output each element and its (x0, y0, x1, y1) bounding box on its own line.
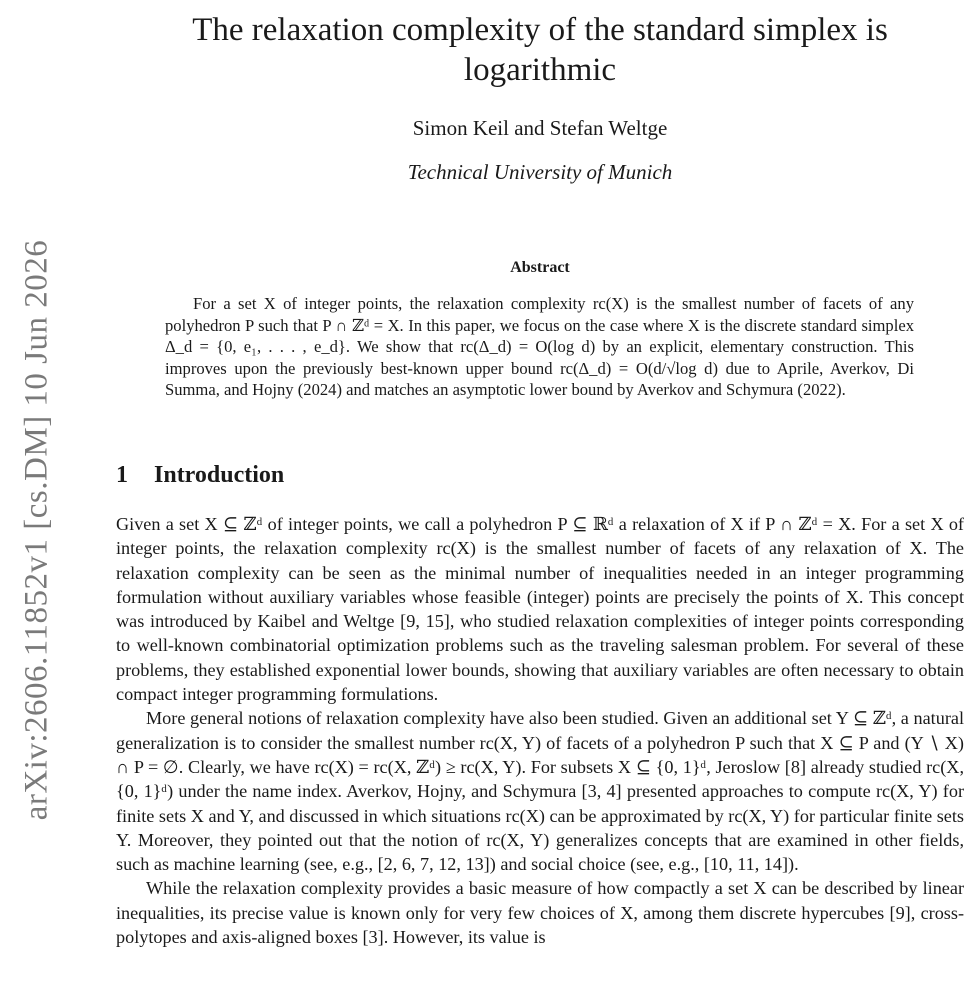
section-number: 1 (116, 462, 128, 488)
arxiv-sidebar (12, 205, 62, 855)
body-paragraph: While the relaxation complexity provides a basic measure of how compactly a set X can be described by linear inequalities, its precise value is known only for very few choices of X, among them discrete hypercubes [9], cross-polytopes and axis-aligned boxes [3]. However, its value is (116, 878, 964, 948)
section-title: Introduction (154, 462, 285, 488)
paper-affiliation: Technical University of Munich (407, 160, 673, 184)
abstract-text: For a set X of integer points, the relaxation complexity rc(X) is the smallest number of facets of any polyhedron P such that P ∩ ℤᵈ = X. In this paper, we focus on the case where X is the discrete standard simplex Δ_d = {0, e₁, . . . , e_d}. We show that rc(Δ_d) = O(log d) by an explicit, elementary construction. This improves upon the previously best-known upper bound rc(Δ_d) = O(d/√log d) due to Aprile, Averkov, Di Summa, and Hojny (2024) and matches an asymptotic lower bound by Averkov and Schymura (2022). (165, 294, 914, 399)
body-paragraph: Given a set X ⊆ ℤᵈ of integer points, we call a polyhedron P ⊆ ℝᵈ a relaxation of X if P ∩ ℤᵈ = X. For a set X of integer points, the relaxation complexity rc(X) is the smallest number of facets of any relaxation of X. The relaxation complexity can be seen as the minimal number of inequalities needed in an integer programming formulation without auxiliary variables whose feasible (integer) points are precisely the points of X. This concept was introduced by Kaibel and Weltge [9, 15], who studied relaxation complexities of integer points corresponding to well-known combinatorial optimization problems such as the traveling salesman problem. For several of these problems, they established exponential lower bounds, showing that auxiliary variables are often necessary to obtain compact integer programming formulations. (116, 514, 964, 705)
abstract-heading: Abstract (510, 259, 570, 276)
paper-title: The relaxation complexity of the standard simplex is logarithmic (192, 12, 888, 88)
body-text (116, 512, 964, 949)
body-paragraph: More general notions of relaxation complexity have also been studied. Given an additional set Y ⊆ ℤᵈ, a natural generalization is to consider the smallest number rc(X, Y) of facets of a polyhedron P such that X ⊆ P and (Y ∖ X) ∩ P = ∅. Clearly, we have rc(X) = rc(X, ℤᵈ) ≥ rc(X, Y). For subsets X ⊆ {0, 1}ᵈ, Jeroslow [8] already studied rc(X, {0, 1}ᵈ) under the name index. Averkov, Hojny, and Schymura [3, 4] presented approaches to compute rc(X, Y) for finite sets X and Y, and discussed in which situations rc(X) can be approximated by rc(X, Y) for particular finite sets Y. Moreover, they pointed out that the notion of rc(X, Y) generalizes concepts that are examined in other fields, such as machine learning (see, e.g., [2, 6, 7, 12, 13]) and social choice (see, e.g., [10, 11, 14]). (116, 708, 964, 875)
paper-authors: Simon Keil and Stefan Weltge (412, 116, 668, 140)
arxiv-identifier: arXiv:2606.11852v1 [cs.DM] 10 Jun 2026 (18, 239, 55, 821)
section-heading (116, 462, 284, 489)
